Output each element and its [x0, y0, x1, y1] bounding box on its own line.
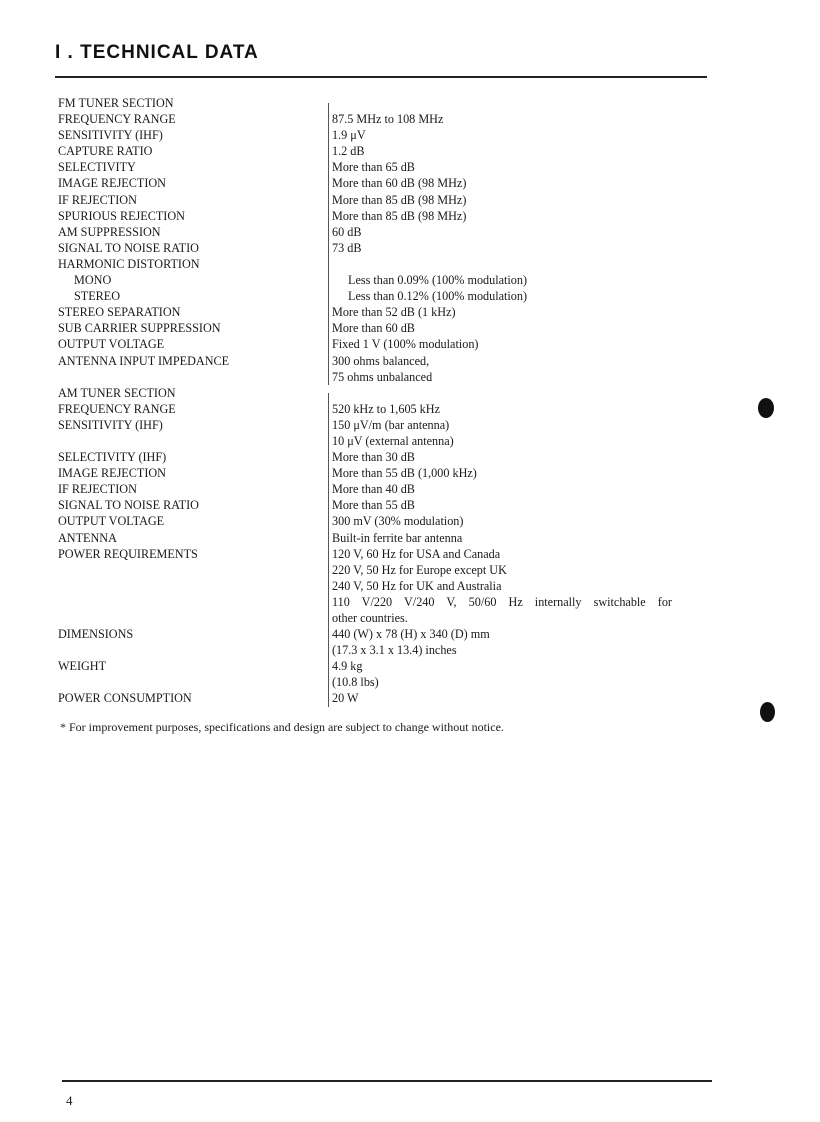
spec-value: 240 V, 50 Hz for UK and Australia	[332, 578, 502, 593]
title-divider	[55, 76, 707, 78]
spec-value: More than 30 dB	[332, 450, 415, 465]
spec-label	[58, 642, 330, 658]
spec-label	[58, 433, 330, 449]
spec-value: 120 V, 60 Hz for USA and Canada	[332, 546, 501, 561]
spec-row	[58, 449, 718, 465]
spec-value: More than 60 dB (98 MHz)	[332, 176, 467, 191]
page-title: I . TECHNICAL DATA	[55, 42, 259, 63]
spec-row	[58, 272, 718, 288]
spec-label: SELECTIVITY	[58, 160, 136, 175]
spec-value	[330, 385, 332, 401]
spec-label: AM SUPPRESSION	[58, 224, 161, 239]
spec-label: IMAGE REJECTION	[58, 176, 166, 191]
spec-row	[58, 642, 718, 658]
spec-value: 300 ohms balanced,	[332, 353, 430, 368]
spec-value: Fixed 1 V (100% modulation)	[332, 337, 479, 352]
spec-row	[58, 674, 718, 690]
spec-label: SUB CARRIER SUPPRESSION	[58, 321, 221, 336]
spec-row	[58, 111, 718, 127]
spec-value: More than 85 dB (98 MHz)	[332, 192, 467, 207]
spec-label: HARMONIC DISTORTION	[58, 256, 200, 271]
spec-row	[58, 240, 718, 256]
spec-value	[330, 95, 332, 111]
binder-hole-mark	[758, 398, 774, 418]
spec-label: IF REJECTION	[58, 192, 137, 207]
spec-label	[58, 578, 330, 594]
spec-value: 4.9 kg	[332, 659, 363, 674]
spec-row	[58, 481, 718, 497]
spec-row	[58, 288, 718, 304]
spec-row	[58, 320, 718, 336]
spec-value: 87.5 MHz to 108 MHz	[332, 112, 444, 127]
spec-value: 60 dB	[332, 224, 362, 239]
spec-row	[58, 95, 718, 111]
spec-row	[58, 658, 718, 674]
spec-label: CAPTURE RATIO	[58, 144, 153, 159]
spec-value: 10 μV (external antenna)	[332, 433, 454, 448]
column-divider	[328, 103, 329, 385]
spec-row	[58, 497, 718, 513]
spec-value: 75 ohms unbalanced	[332, 369, 433, 384]
spec-value: More than 60 dB	[332, 321, 415, 336]
binder-hole-mark	[760, 702, 775, 722]
spec-value: More than 55 dB	[332, 498, 415, 513]
spec-row	[58, 336, 718, 352]
spec-label	[58, 562, 330, 578]
spec-value: 520 kHz to 1,605 kHz	[332, 401, 440, 416]
spec-row	[58, 417, 718, 433]
spec-row	[58, 465, 718, 481]
spec-label: STEREO SEPARATION	[58, 305, 181, 320]
spec-label: SPURIOUS REJECTION	[58, 208, 185, 223]
spec-row	[58, 530, 718, 546]
spec-label: FM TUNER SECTION	[58, 96, 174, 110]
spec-value: 1.2 dB	[332, 144, 365, 159]
spec-label: OUTPUT VOLTAGE	[58, 514, 165, 529]
spec-value: other countries.	[332, 611, 408, 625]
spec-row	[58, 546, 718, 562]
spec-value: More than 55 dB (1,000 kHz)	[332, 466, 477, 481]
spec-value: More than 85 dB (98 MHz)	[332, 208, 467, 223]
spec-value: 110 V/220 V/240 V, 50/60 Hz internally switchable for	[332, 594, 672, 609]
spec-row	[58, 353, 718, 369]
spec-label: SIGNAL TO NOISE RATIO	[58, 498, 199, 513]
spec-value: 440 (W) x 78 (H) x 340 (D) mm	[332, 627, 490, 642]
spec-label: FREQUENCY RANGE	[58, 112, 176, 127]
spec-label: WEIGHT	[58, 659, 107, 674]
spec-label: SIGNAL TO NOISE RATIO	[58, 240, 199, 255]
spec-label: STEREO	[74, 289, 121, 304]
spec-value: (17.3 x 3.1 x 13.4) inches	[332, 643, 457, 658]
spec-value: More than 52 dB (1 kHz)	[332, 305, 456, 320]
spec-label: FREQUENCY RANGE	[58, 401, 176, 416]
footnote: * For improvement purposes, specifications and design are subject to change without notice.	[60, 720, 504, 734]
spec-row	[58, 256, 718, 272]
spec-value: 20 W	[332, 691, 359, 706]
spec-row	[58, 175, 718, 191]
spec-value: More than 65 dB	[332, 160, 415, 175]
spec-row	[58, 594, 718, 610]
spec-row	[58, 192, 718, 208]
spec-label: SENSITIVITY (IHF)	[58, 417, 163, 432]
spec-label: POWER REQUIREMENTS	[58, 546, 198, 561]
spec-label: DIMENSIONS	[58, 627, 134, 642]
spec-row	[58, 578, 718, 594]
spec-row	[58, 690, 718, 706]
page-number: 4	[66, 1093, 73, 1108]
spec-row	[58, 562, 718, 578]
spec-row	[58, 208, 718, 224]
spec-value: 150 μV/m (bar antenna)	[332, 417, 450, 432]
spec-label	[58, 674, 330, 690]
spec-value	[330, 256, 332, 272]
spec-label: OUTPUT VOLTAGE	[58, 337, 165, 352]
spec-label: AM TUNER SECTION	[58, 385, 176, 400]
spec-value: Less than 0.09% (100% modulation)	[348, 273, 528, 288]
spec-value: 220 V, 50 Hz for Europe except UK	[332, 562, 507, 577]
spec-value: 300 mV (30% modulation)	[332, 514, 464, 529]
spec-row	[58, 385, 718, 401]
spec-label	[58, 594, 330, 610]
spec-label: IMAGE REJECTION	[58, 466, 166, 481]
column-divider	[328, 393, 329, 707]
spec-label	[58, 610, 330, 626]
spec-value: 1.9 μV	[332, 128, 366, 143]
spec-row	[58, 610, 718, 626]
footer-divider	[62, 1080, 712, 1082]
spec-label: IF REJECTION	[58, 482, 137, 497]
spec-label: MONO	[74, 273, 112, 288]
spec-row	[58, 626, 718, 642]
spec-row	[58, 433, 718, 449]
spec-row	[58, 401, 718, 417]
spec-row	[58, 143, 718, 159]
spec-value: Less than 0.12% (100% modulation)	[348, 289, 528, 304]
spec-row	[58, 304, 718, 320]
spec-label: SENSITIVITY (IHF)	[58, 128, 163, 143]
spec-label	[58, 369, 330, 385]
spec-row	[58, 513, 718, 529]
spec-label: ANTENNA	[58, 530, 117, 545]
spec-value: (10.8 lbs)	[332, 675, 379, 690]
spec-value: More than 40 dB	[332, 482, 415, 497]
spec-table	[58, 95, 718, 707]
spec-label: ANTENNA INPUT IMPEDANCE	[58, 353, 230, 368]
spec-label: POWER CONSUMPTION	[58, 691, 192, 706]
spec-value: 73 dB	[332, 240, 362, 255]
spec-row	[58, 224, 718, 240]
spec-value: Built-in ferrite bar antenna	[332, 530, 463, 545]
spec-row	[58, 127, 718, 143]
spec-label: SELECTIVITY (IHF)	[58, 450, 167, 465]
spec-row	[58, 159, 718, 175]
spec-row	[58, 369, 718, 385]
